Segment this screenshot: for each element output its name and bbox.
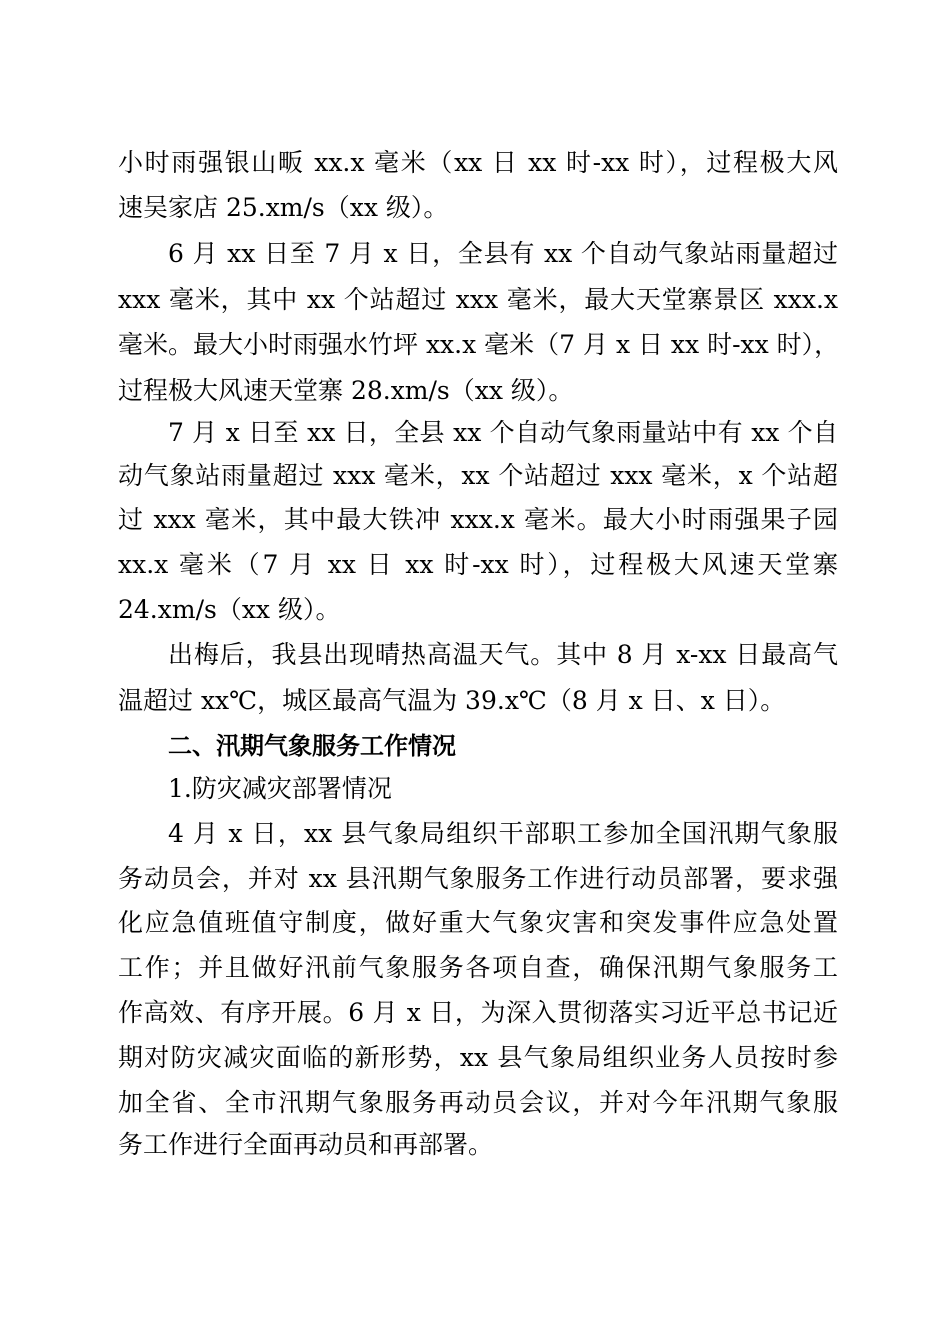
body-text-line: 7 月 x 日至 xx 日，全县 xx 个自动气象雨量站中有 xx 个自 — [168, 418, 838, 447]
body-text-line: 6 月 xx 日至 7 月 x 日，全县有 xx 个自动气象站雨量超过 — [168, 239, 838, 268]
body-text-line: 温超过 xx℃，城区最高气温为 39.x℃（8 月 x 日、x 日）。 — [118, 686, 786, 715]
body-text-line: 加全省、全市汛期气象服务再动员会议，并对今年汛期气象服 — [118, 1088, 838, 1117]
body-text-line: 务动员会，并对 xx 县汛期气象服务工作进行动员部署，要求强 — [118, 864, 838, 893]
body-text-line: 4 月 x 日，xx 县气象局组织干部职工参加全国汛期气象服 — [168, 819, 838, 848]
body-text-line: 过 xxx 毫米，其中最大铁冲 xxx.x 毫米。最大小时雨强果子园 — [118, 505, 838, 534]
body-text-line: 小时雨强银山畈 xx.x 毫米（xx 日 xx 时-xx 时），过程极大风 — [118, 148, 838, 177]
body-text-line: 出梅后，我县出现晴热高温天气。其中 8 月 x-xx 日最高气 — [168, 640, 838, 669]
body-text-line: 过程极大风速天堂寨 28.xm/s（xx 级）。 — [118, 376, 574, 405]
body-text-line: 速吴家店 25.xm/s（xx 级）。 — [118, 193, 449, 222]
section-heading: 二、汛期气象服务工作情况 — [168, 732, 456, 760]
body-text-line: 期对防灾减灾面临的新形势，xx 县气象局组织业务人员按时参 — [118, 1043, 838, 1072]
body-text-line: 24.xm/s（xx 级）。 — [118, 595, 341, 624]
subsection-heading: 1.防灾减灾部署情况 — [168, 774, 392, 803]
body-text-line: 毫米。最大小时雨强水竹坪 xx.x 毫米（7 月 x 日 xx 时-xx 时）， — [118, 330, 840, 359]
body-text-line: 化应急值班值守制度，做好重大气象灾害和突发事件应急处置 — [118, 908, 838, 937]
body-text-line: 动气象站雨量超过 xxx 毫米，xx 个站超过 xxx 毫米，x 个站超 — [118, 461, 838, 490]
body-text-line: xx.x 毫米（7 月 xx 日 xx 时-xx 时），过程极大风速天堂寨 — [118, 550, 838, 579]
body-text-line: 作高效、有序开展。6 月 x 日，为深入贯彻落实习近平总书记近 — [118, 998, 838, 1027]
body-text-line: 务工作进行全面再动员和再部署。 — [118, 1130, 494, 1159]
body-text-line: xxx 毫米，其中 xx 个站超过 xxx 毫米，最大天堂寨景区 xxx.x — [118, 285, 838, 314]
body-text-line: 工作；并且做好汛前气象服务各项自查，确保汛期气象服务工 — [118, 953, 838, 982]
